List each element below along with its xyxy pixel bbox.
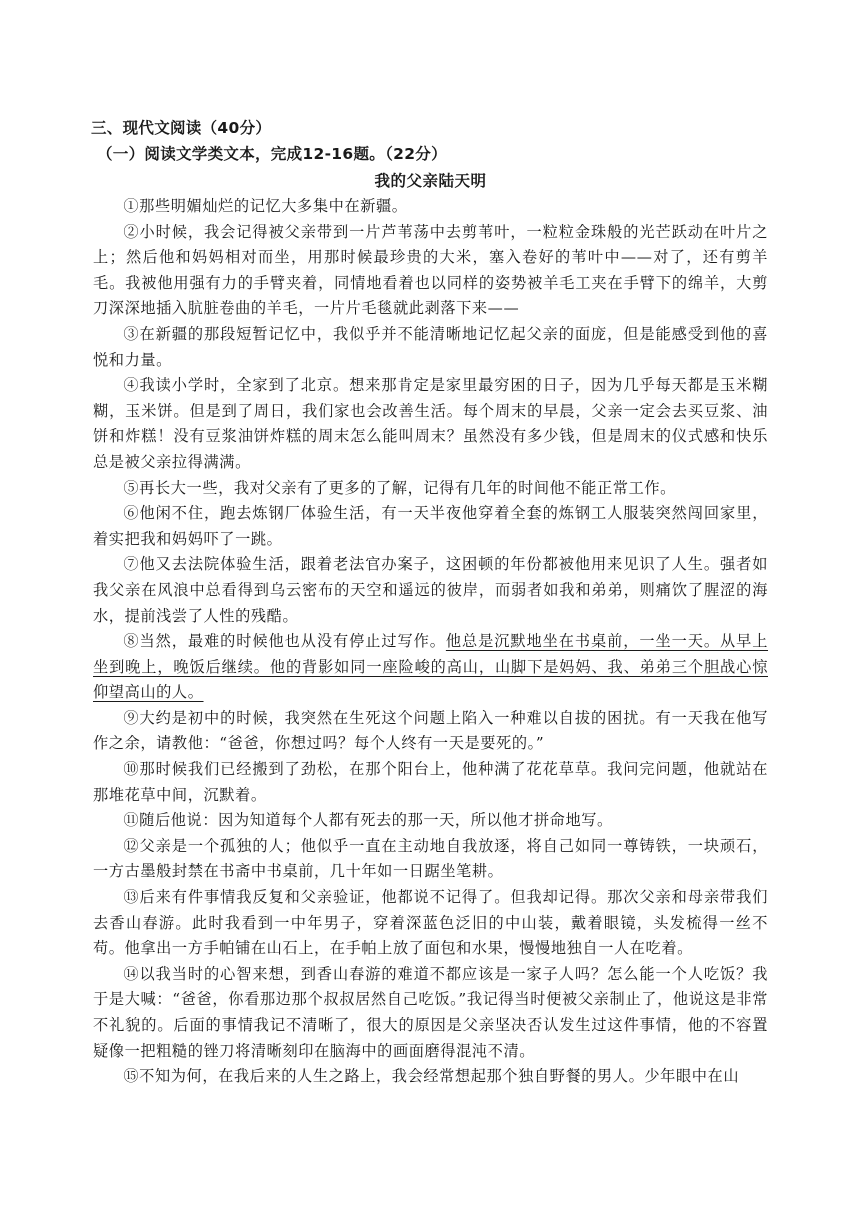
paragraph-11: ⑪随后他说：因为知道每个人都有死去的那一天，所以他才拼命地写。 bbox=[123, 811, 613, 830]
paragraph-9: ⑨大约是初中的时候，我突然在生死这个问题上陷入一种难以自拔的困扰。有一天我在他写作之余，请教他：“爸爸，你想过吗？每个人终有一天是要死的。” bbox=[93, 708, 768, 753]
paragraph-8 bbox=[93, 629, 768, 706]
paragraph-8-lead: ⑧当然，最难的时候他也从没有停止过写作。 bbox=[123, 632, 446, 651]
underlined-passage: 他总是沉默地坐在书桌前，一坐一天。从早上坐到晚上，晚饭后继续。他的背影如同一座险峻的高山，山脚下是妈妈、我、弟弟三个胆战心惊仰望高山的人。 bbox=[93, 632, 769, 702]
paragraph-15: ⑮不知为何，在我后来的人生之路上，我会经常想起那个独自野餐的男人。少年眼中在山 bbox=[123, 1067, 740, 1086]
paragraph-13: ⑬后来有件事情我反复和父亲验证，他都说不记得了。但我却记得。那次父亲和母亲带我们去香山春游。此时我看到一中年男子，穿着深蓝色泛旧的中山装，戴着眼镜，头发梳得一丝不苟。他拿出一方手帕铺在山石上，在手帕上放了面包和水果，慢慢地独自一人在吃着。 bbox=[93, 888, 768, 958]
paragraph-5: ⑤再长大一些，我对父亲有了更多的了解，记得有几年的时间他不能正常工作。 bbox=[123, 478, 676, 497]
section-subtitle: （一）阅读文学类文本，完成12-16题。（22分） bbox=[97, 145, 447, 163]
paragraph-14: ⑭以我当时的心智来想，到香山春游的难道不都应该是一家子人吗？怎么能一个人吃饭？我于是大喊：“爸爸，你看那边那个叔叔居然自己吃饭。”我记得当时便被父亲制止了，他说这是非常不礼貌的。后面的事情我记不清晰了，很大的原因是父亲坚决否认发生过这件事情，他的不容置疑像一把粗糙的锉刀将清晰刻印在脑海中的画面磨得混沌不清。 bbox=[93, 964, 768, 1060]
paragraph-3: ③在新疆的那段短暂记忆中，我似乎并不能清晰地记忆起父亲的面庞，但是能感受到他的喜悦和力量。 bbox=[93, 324, 768, 369]
paragraph-6: ⑥他闲不住，跑去炼钢厂体验生活，有一天半夜他穿着全套的炼钢工人服装突然闯回家里，着实把我和妈妈吓了一跳。 bbox=[93, 504, 768, 548]
paragraph-4: ④我读小学时，全家到了北京。想来那肯定是家里最穷困的日子，因为几乎每天都是玉米糊糊，玉米饼。但是到了周日，我们家也会改善生活。每个周末的早晨，父亲一定会去买豆浆、油饼和炸糕！没有豆浆油饼炸糕的周末怎么能叫周末？虽然没有多少钱，但是周末的仪式感和快乐总是被父亲拉得满满。 bbox=[93, 376, 768, 471]
article-body bbox=[93, 194, 768, 1090]
article-title: 我的父亲陆天明 bbox=[374, 172, 487, 190]
paragraph-1: ①那些明媚灿烂的记忆大多集中在新疆。 bbox=[123, 197, 408, 215]
paragraph-2: ②小时候，我会记得被父亲带到一片芦苇荡中去剪苇叶，一粒粒金珠般的光芒跃动在叶片之上；然后他和妈妈相对而坐，用那时候最珍贵的大米，塞入卷好的苇叶中——对了，还有剪羊毛。我被他用强有力的手臂夹着，同情地看着也以同样的姿势被羊毛工夹在手臂下的绵羊，大剪刀深深地插入肮脏卷曲的羊毛，一片片毛毯就此剥落下来—— bbox=[93, 222, 768, 318]
paragraph-12: ⑫父亲是一个孤独的人；他似乎一直在主动地自我放逐，将自己如同一尊铸铁，一块顽石，一方古墨般封禁在书斋中书桌前，几十年如一日踞坐笔耕。 bbox=[93, 836, 768, 881]
paragraph-7: ⑦他又去法院体验生活，跟着老法官办案子，这困顿的年份都被他用来见识了人生。强者如我父亲在风浪中总看得到乌云密布的天空和遥远的彼岸，而弱者如我和弟弟，则痛饮了腥涩的海水，提前浅尝了人性的残酷。 bbox=[93, 555, 768, 625]
paragraph-10: ⑩那时候我们已经搬到了劲松，在那个阳台上，他种满了花花草草。我问完问题，他就站在那堆花草中间，沉默着。 bbox=[93, 760, 768, 804]
section-title: 三、现代文阅读（40分） bbox=[91, 119, 272, 137]
